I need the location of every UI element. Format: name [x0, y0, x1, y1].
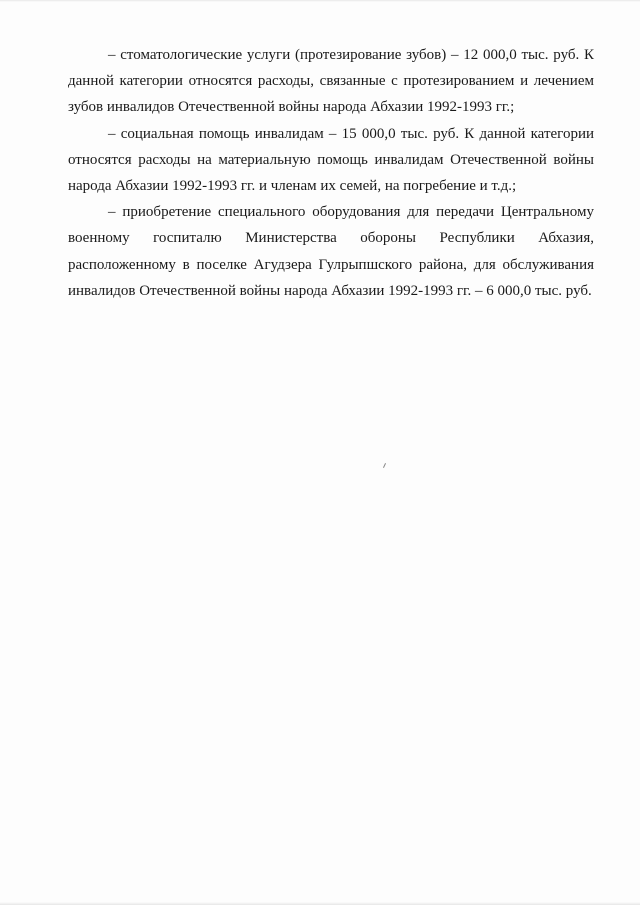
scan-edge-top — [0, 0, 640, 2]
scan-speck — [383, 463, 386, 468]
document-body — [68, 42, 594, 304]
paragraph-dental-services: – стоматологические услуги (протезирование зубов) – 12 000,0 тыс. руб. К данной категории относятся расходы, связанные с протезированием и лечением зубов инвалидов Отечественной войны народа Абхазии 1992-1993 гг.; — [68, 47, 594, 116]
paragraph-equipment-purchase: – приобретение специального оборудования для передачи Центральному военному госпиталю Министерства обороны Республики Абхазия, расположенному в поселке Агудзера Гулрыпшского района, для обслуживания инвалидов Отечественной войны народа Абхазии 1992-1993 гг. – 6 000,0 тыс. руб. — [68, 204, 594, 299]
paragraph-social-assistance: – социальная помощь инвалидам – 15 000,0 тыс. руб. К данной категории относятся расходы на материальную помощь инвалидам Отечественной войны народа Абхазии 1992-1993 гг. и членам их семей, на погребение и т.д.; — [68, 125, 594, 195]
